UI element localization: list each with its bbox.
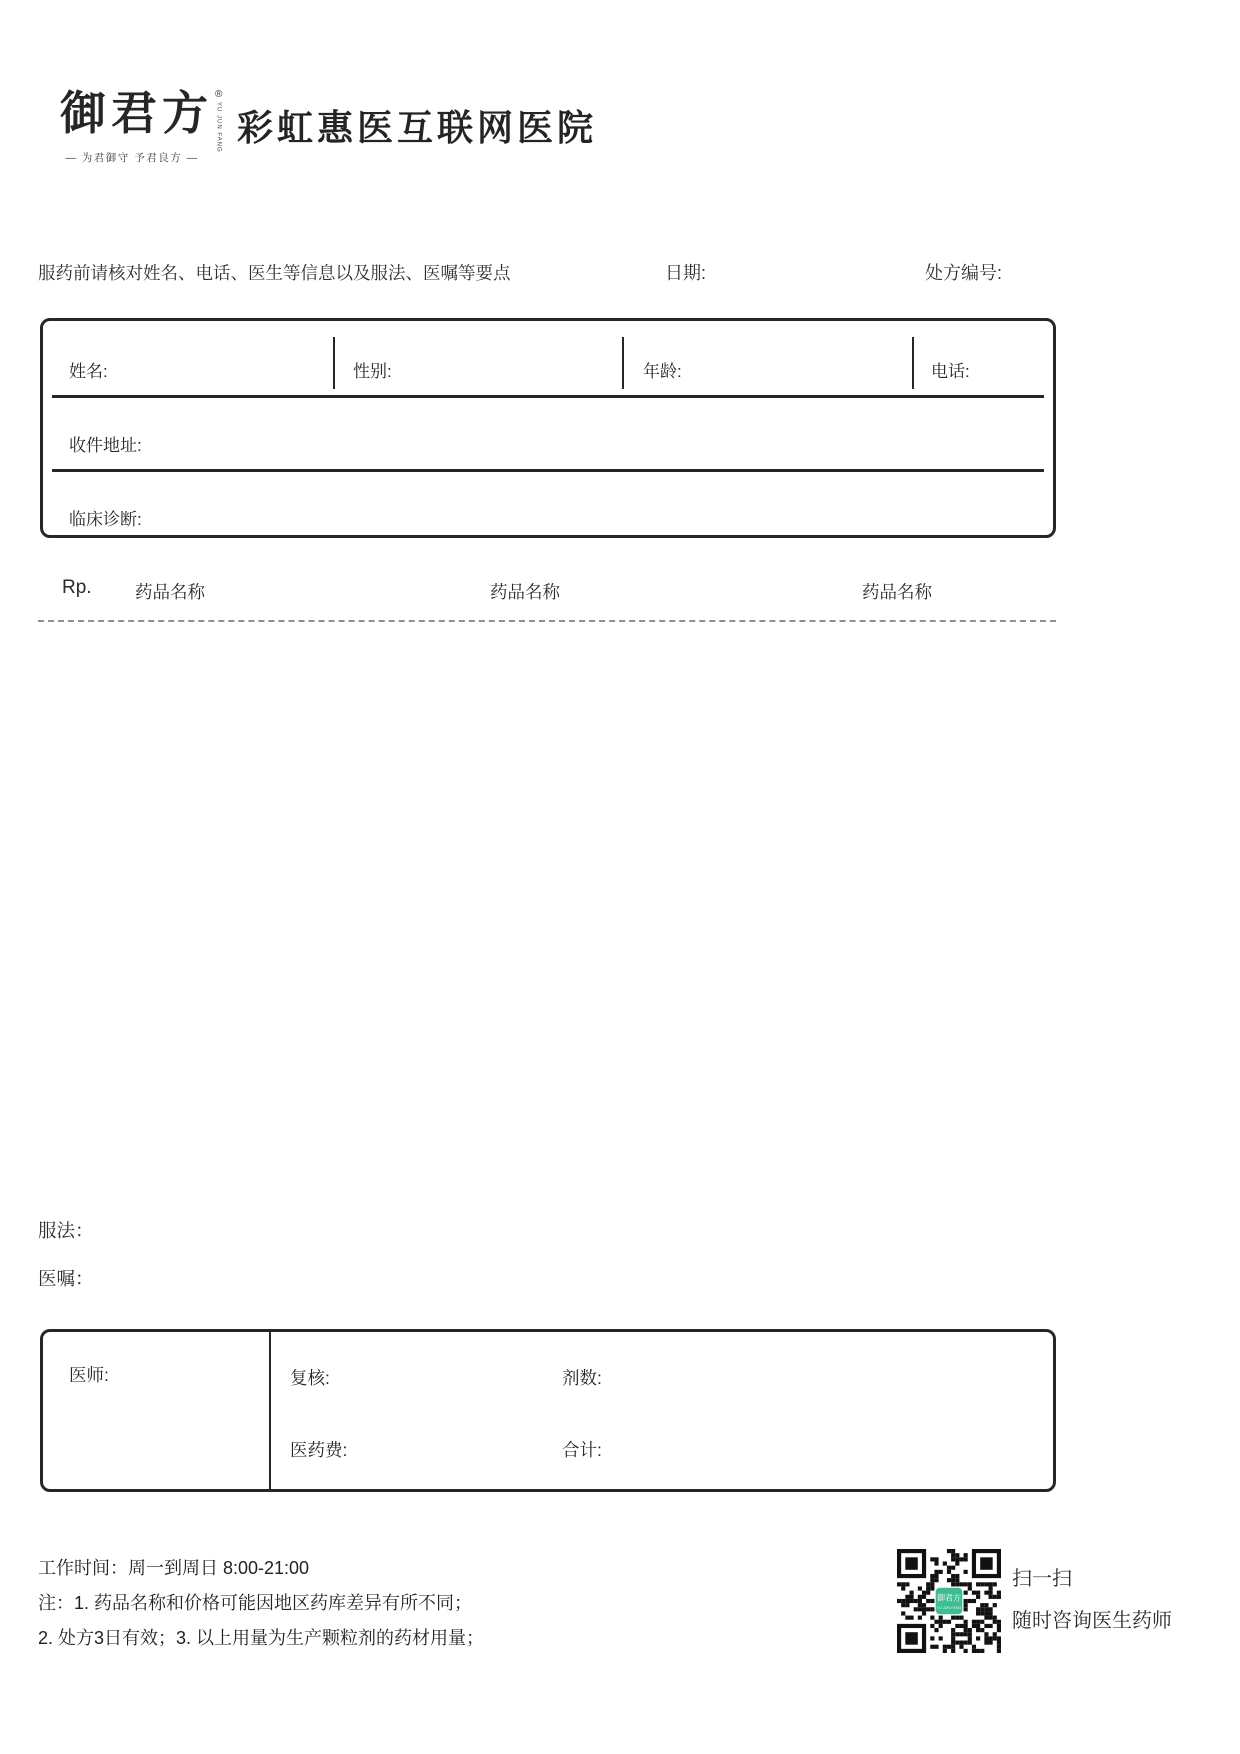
registered-trademark-icon: ® (215, 89, 223, 100)
brand-tagline: — 为君御守 予君良方 — (65, 152, 199, 164)
drug-name-column-header: 药品名称 (135, 582, 205, 602)
signoff-box (40, 1329, 1056, 1492)
age-field-label: 年龄: (643, 362, 682, 381)
patient-info-box (40, 318, 1056, 538)
address-field-label: 收件地址: (69, 436, 142, 455)
svg-text:御君方: 御君方 (937, 1593, 961, 1603)
scan-title: 扫一扫 (1012, 1568, 1072, 1590)
diagnosis-field-label: 临床诊断: (69, 510, 142, 529)
phone-field-label: 电话: (931, 362, 970, 381)
column-divider (333, 337, 335, 389)
gender-field-label: 性别: (353, 362, 392, 381)
verification-notice: 服药前请核对姓名、电话、医生等信息以及服法、医嘱等要点 (38, 263, 511, 283)
hospital-title: 彩虹惠医互联网医院 (237, 107, 598, 148)
work-hours-note: 工作时间：周一到周日 8:00-21:00 (38, 1558, 310, 1578)
rp-section-divider (38, 620, 1056, 622)
drug-name-column-header: 药品名称 (490, 582, 560, 602)
footer-note-2: 2. 处方3日有效；3. 以上用量为生产颗粒剂的药材用量； (38, 1628, 485, 1648)
usage-label: 服法： (38, 1220, 94, 1241)
column-divider (622, 337, 624, 389)
date-label: 日期: (665, 263, 707, 283)
medicine-fee-label: 医药费: (290, 1440, 348, 1460)
advice-label: 医嘱： (38, 1268, 94, 1289)
physician-label: 医师: (69, 1365, 109, 1385)
name-field-label: 姓名: (69, 362, 108, 381)
total-label: 合计: (562, 1440, 602, 1460)
brand-logo (60, 88, 222, 153)
footer-note-1: 注：1. 药品名称和价格可能因地区药库差异有所不同； (38, 1593, 473, 1613)
scan-subtitle: 随时咨询医生药师 (1012, 1610, 1172, 1632)
dose-count-label: 剂数: (562, 1368, 602, 1388)
review-label: 复核: (290, 1368, 330, 1388)
qr-code (897, 1549, 1001, 1653)
column-divider (912, 337, 914, 389)
brand-logo-pinyin: YU JUN FANG (215, 102, 222, 153)
column-divider (269, 1332, 271, 1489)
svg-text:YU JUN FANG (937, 1606, 962, 1610)
drug-name-column-header: 药品名称 (862, 582, 932, 602)
rp-label: Rp. (62, 577, 92, 598)
brand-logo-text: 御君方 (60, 86, 213, 140)
row-divider (52, 395, 1044, 398)
row-divider (52, 469, 1044, 472)
rx-number-label: 处方编号: (925, 263, 1003, 283)
